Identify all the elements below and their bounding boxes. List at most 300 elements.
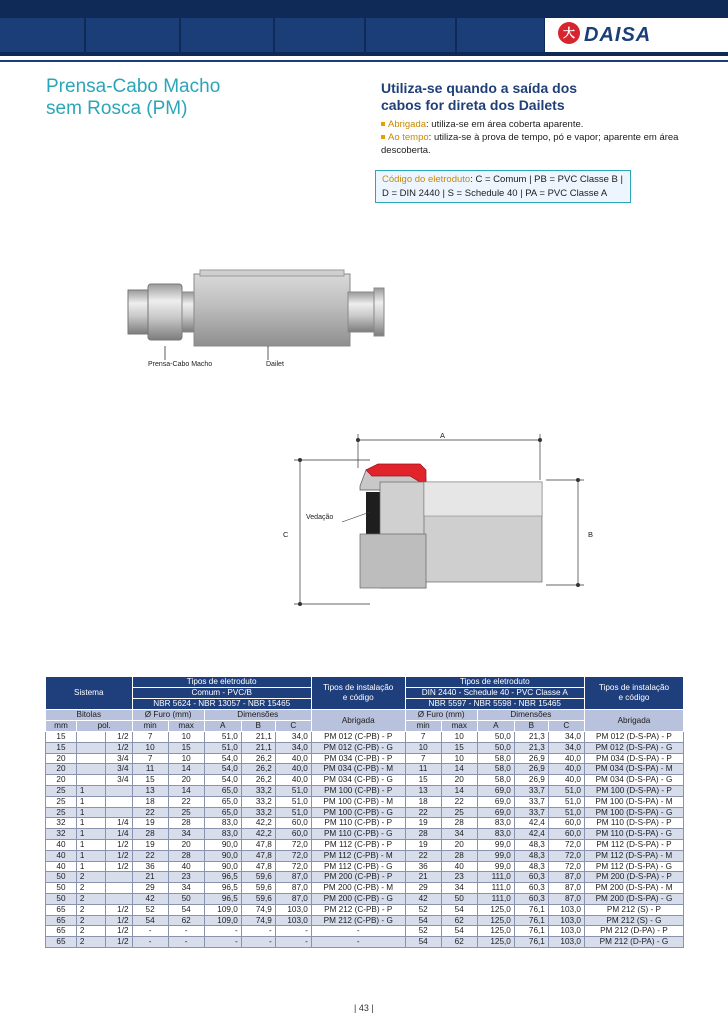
table-cell: PM 200 (D-S-PA) - M (584, 883, 683, 894)
page-title (46, 76, 346, 120)
table-row (46, 753, 684, 764)
table-cell: 15 (168, 742, 204, 753)
table-cell: 15 (46, 732, 77, 743)
table-cell: 13 (405, 785, 441, 796)
table-cell: 15 (441, 742, 477, 753)
bullet-item (381, 118, 681, 131)
table-cell: 96,5 (204, 872, 241, 883)
table-cell: PM 212 (D-PA) - G (584, 937, 683, 948)
table-cell: 14 (168, 764, 204, 775)
table-cell: 28 (441, 818, 477, 829)
table-cell: 34,0 (548, 732, 584, 743)
table-cell: - (311, 937, 405, 948)
photo-label-gland: Prensa-Cabo Macho (148, 361, 213, 368)
daisa-logo-icon: 大 (558, 22, 580, 44)
table-cell: 1 (76, 829, 105, 840)
table-cell: - (241, 926, 275, 937)
table-cell: - (204, 926, 241, 937)
table-cell: 90,0 (204, 861, 241, 872)
table-cell: 50 (46, 893, 77, 904)
table-cell: 34 (168, 829, 204, 840)
table-cell: 69,0 (477, 807, 514, 818)
table-cell: 111,0 (477, 893, 514, 904)
table-cell: 87,0 (548, 872, 584, 883)
table-cell: 2 (76, 872, 105, 883)
table-cell: 59,6 (241, 872, 275, 883)
table-cell: PM 112 (D-S-PA) - P (584, 839, 683, 850)
table-cell: 40 (46, 839, 77, 850)
table-cell: 19 (405, 839, 441, 850)
table-cell: - (204, 937, 241, 948)
table-cell (105, 893, 132, 904)
table-cell: 60,0 (548, 829, 584, 840)
table-cell: 28 (168, 818, 204, 829)
table-cell: PM 100 (D-S-PA) - G (584, 807, 683, 818)
table-cell: PM 212 (C-PB) - P (311, 904, 405, 915)
table-cell: 72,0 (275, 839, 311, 850)
dim-point (298, 458, 302, 462)
table-cell: PM 112 (D-S-PA) - G (584, 861, 683, 872)
table-cell: 109,0 (204, 904, 241, 915)
table-cell: 1 (76, 861, 105, 872)
table-cell: 19 (132, 818, 168, 829)
table-cell: 99,0 (477, 839, 514, 850)
table-cell: 40 (46, 850, 77, 861)
table-cell: PM 012 (D-S-PA) - P (584, 732, 683, 743)
table-row (46, 937, 684, 948)
table-cell: 42,2 (241, 829, 275, 840)
header-furo: Ø Furo (mm) (132, 710, 204, 721)
table-cell: 22 (441, 796, 477, 807)
table-cell: PM 034 (D-S-PA) - P (584, 753, 683, 764)
table-cell: 54,0 (204, 753, 241, 764)
table-cell: 20 (46, 753, 77, 764)
table-cell: 26,9 (514, 753, 548, 764)
table-cell: 72,0 (275, 861, 311, 872)
table-cell (76, 753, 105, 764)
table-cell: 21,1 (241, 732, 275, 743)
page-title-line: sem Rosca (PM) (46, 98, 188, 119)
table-cell: 51,0 (275, 796, 311, 807)
table-cell: 50 (46, 872, 77, 883)
table-cell: 36 (132, 861, 168, 872)
table-cell: 60,0 (275, 829, 311, 840)
header-min: min (132, 721, 168, 732)
table-cell: 40,0 (548, 764, 584, 775)
table-cell: 96,5 (204, 883, 241, 894)
table-cell (105, 785, 132, 796)
table-cell: 1/2 (105, 904, 132, 915)
table-cell: 1/2 (105, 742, 132, 753)
table-cell: 22 (168, 796, 204, 807)
table-cell: 40,0 (275, 753, 311, 764)
table-cell: PM 034 (D-S-PA) - G (584, 775, 683, 786)
table-cell: 3/4 (105, 775, 132, 786)
table-cell: 1/2 (105, 732, 132, 743)
table-cell: 26,2 (241, 764, 275, 775)
table-cell: 52 (132, 904, 168, 915)
header-instalacao-line: e código (342, 693, 374, 702)
table-cell: 2 (76, 893, 105, 904)
table-cell: 50 (441, 893, 477, 904)
table-cell: PM 034 (D-S-PA) - M (584, 764, 683, 775)
table-cell: 103,0 (548, 937, 584, 948)
table-row (46, 850, 684, 861)
brand-logo: DAISA (584, 24, 652, 46)
dailet-cover (200, 270, 344, 276)
table-cell: 54 (405, 915, 441, 926)
table-cell (105, 796, 132, 807)
table-cell: 54 (132, 915, 168, 926)
table-cell: 10 (405, 742, 441, 753)
table-cell: PM 212 (S) - G (584, 915, 683, 926)
table-cell: 32 (46, 818, 77, 829)
header-instalacao-line: Tipos de instalação (323, 683, 394, 692)
table-cell (105, 872, 132, 883)
table-cell: 13 (132, 785, 168, 796)
table-cell: 54,0 (204, 775, 241, 786)
table-cell: 19 (132, 839, 168, 850)
table-row (46, 764, 684, 775)
table-cell: 51,0 (204, 742, 241, 753)
table-cell: 20 (441, 775, 477, 786)
header-max: max (168, 721, 204, 732)
table-cell: PM 212 (C-PB) - G (311, 915, 405, 926)
header-pol: pol. (76, 721, 132, 732)
table-cell: 40,0 (275, 764, 311, 775)
table-cell: 36 (405, 861, 441, 872)
table-cell: PM 110 (C-PB) - G (311, 829, 405, 840)
header-tipos1-sub: Comum - PVC/B (132, 688, 311, 699)
gland-thread (360, 534, 426, 588)
table-cell: 65,0 (204, 785, 241, 796)
table-cell: 26,2 (241, 775, 275, 786)
table-cell: 83,0 (477, 818, 514, 829)
header-abrigada-2: Abrigada (584, 710, 683, 732)
header-cell (86, 18, 180, 52)
table-cell: PM 200 (D-S-PA) - P (584, 872, 683, 883)
seal-leader (342, 512, 370, 522)
table-cell: 29 (405, 883, 441, 894)
seal-label: Vedação (306, 514, 334, 521)
table-cell: 40,0 (275, 775, 311, 786)
table-cell: 47,8 (241, 861, 275, 872)
table-cell: 103,0 (548, 915, 584, 926)
table-row (46, 829, 684, 840)
bullet-label: Abrigada (388, 119, 427, 130)
dim-point (576, 583, 580, 587)
table-cell: PM 012 (C-PB) - G (311, 742, 405, 753)
table-cell: 33,2 (241, 807, 275, 818)
table-cell: 60,3 (514, 893, 548, 904)
table-cell: PM 212 (D-PA) - P (584, 926, 683, 937)
table-cell: 60,3 (514, 872, 548, 883)
table-cell: 40 (46, 861, 77, 872)
table-cell: 76,1 (514, 926, 548, 937)
table-cell: 51,0 (275, 785, 311, 796)
table-cell: 90,0 (204, 839, 241, 850)
table-cell: 10 (168, 732, 204, 743)
table-cell: 72,0 (548, 850, 584, 861)
table-cell: 21,3 (514, 732, 548, 743)
gland-nut (128, 290, 150, 334)
table-cell: 33,7 (514, 807, 548, 818)
table-cell: 58,0 (477, 753, 514, 764)
header-tipos1-norm: NBR 5624 - NBR 13057 - NBR 15465 (132, 699, 311, 710)
table-cell: 14 (441, 785, 477, 796)
table-cell: 25 (46, 807, 77, 818)
table-cell: PM 034 (C-PB) - P (311, 753, 405, 764)
table-cell: 42,4 (514, 829, 548, 840)
table-cell: 51,0 (275, 807, 311, 818)
table-cell: 19 (405, 818, 441, 829)
code-line: D = DIN 2440 | S = Schedule 40 | PA = PVC Classe A (382, 188, 608, 199)
table-cell: 48,3 (514, 839, 548, 850)
table-cell: 42,4 (514, 818, 548, 829)
table-cell: 54 (168, 904, 204, 915)
header-c-2: C (548, 721, 584, 732)
table-cell: 1 (76, 818, 105, 829)
table-cell: 62 (441, 915, 477, 926)
table-cell: PM 112 (C-PB) - M (311, 850, 405, 861)
table-cell: 125,0 (477, 926, 514, 937)
table-cell: 20 (46, 775, 77, 786)
table-cell: 2 (76, 926, 105, 937)
table-cell: 32 (46, 829, 77, 840)
table-cell: 125,0 (477, 915, 514, 926)
table-cell: 21,1 (241, 742, 275, 753)
table-row (46, 893, 684, 904)
table-cell: 99,0 (477, 850, 514, 861)
header-a-2: A (477, 721, 514, 732)
table-cell: 25 (46, 785, 77, 796)
table-cell: 87,0 (275, 893, 311, 904)
table-cell: 2 (76, 915, 105, 926)
specs-table-body (46, 732, 684, 948)
header-cell (275, 18, 365, 52)
dim-point (576, 478, 580, 482)
table-cell: 58,0 (477, 775, 514, 786)
table-cell: PM 110 (C-PB) - P (311, 818, 405, 829)
dailet-body (194, 274, 350, 346)
table-cell: 54 (441, 904, 477, 915)
table-cell: 1 (76, 839, 105, 850)
table-cell: 26,9 (514, 764, 548, 775)
code-label: Código do eletroduto (382, 174, 471, 185)
table-row (46, 883, 684, 894)
table-cell: 1/4 (105, 818, 132, 829)
table-cell: 10 (441, 732, 477, 743)
table-cell: 1/2 (105, 915, 132, 926)
table-cell: PM 200 (C-PB) - G (311, 893, 405, 904)
table-cell: 69,0 (477, 785, 514, 796)
table-cell: 62 (168, 915, 204, 926)
table-cell: 96,5 (204, 893, 241, 904)
table-cell: 2 (76, 904, 105, 915)
header-a: A (204, 721, 241, 732)
table-cell: 51,0 (548, 807, 584, 818)
table-cell: 14 (168, 785, 204, 796)
table-cell: 34,0 (275, 742, 311, 753)
table-cell: 10 (441, 753, 477, 764)
table-cell: 20 (46, 764, 77, 775)
table-cell: PM 100 (C-PB) - G (311, 807, 405, 818)
table-cell: 23 (168, 872, 204, 883)
table-cell: 125,0 (477, 904, 514, 915)
table-cell: 87,0 (275, 872, 311, 883)
table-cell: 28 (405, 829, 441, 840)
table-cell: PM 100 (D-S-PA) - M (584, 796, 683, 807)
table-cell: 125,0 (477, 937, 514, 948)
header-mm: mm (46, 721, 77, 732)
table-cell: 15 (46, 742, 77, 753)
table-cell: 74,9 (241, 915, 275, 926)
table-cell: 26,2 (241, 753, 275, 764)
table-cell: 33,2 (241, 785, 275, 796)
table-cell: - (311, 926, 405, 937)
table-cell: 1/2 (105, 839, 132, 850)
conduit-highlight (424, 482, 542, 516)
table-cell: 18 (405, 796, 441, 807)
table-row (46, 807, 684, 818)
table-cell: 11 (132, 764, 168, 775)
table-cell: 3/4 (105, 753, 132, 764)
page-title-line: Prensa-Cabo Macho (46, 76, 221, 97)
table-cell: 23 (441, 872, 477, 883)
table-cell: 51,0 (548, 796, 584, 807)
table-cell: 50 (46, 883, 77, 894)
table-cell: 40,0 (548, 753, 584, 764)
header-cell (457, 18, 545, 52)
dim-point (538, 438, 542, 442)
table-cell: 22 (132, 807, 168, 818)
table-cell: 34 (168, 883, 204, 894)
subtitle-line: cabos for direta dos Dailets (381, 97, 565, 113)
table-cell: 76,1 (514, 937, 548, 948)
table-cell: 72,0 (275, 850, 311, 861)
table-row (46, 926, 684, 937)
table-cell: 40,0 (548, 775, 584, 786)
bullet-text: : utiliza-se em área coberta aparente. (426, 119, 584, 130)
table-cell: 33,2 (241, 796, 275, 807)
page-subtitle (381, 80, 681, 114)
table-cell: 47,8 (241, 839, 275, 850)
header-instalacao (311, 677, 405, 710)
table-row (46, 796, 684, 807)
table-cell: 76,1 (514, 915, 548, 926)
table-cell: 103,0 (275, 915, 311, 926)
table-cell: 21 (405, 872, 441, 883)
table-cell: 33,7 (514, 796, 548, 807)
table-cell: 7 (132, 753, 168, 764)
header-b: B (241, 721, 275, 732)
bullet-square-icon (381, 135, 385, 139)
table-cell: - (168, 926, 204, 937)
table-cell: PM 110 (D-S-PA) - G (584, 829, 683, 840)
table-cell: 103,0 (275, 904, 311, 915)
header-instalacao-2 (584, 677, 683, 710)
table-cell: 1 (76, 785, 105, 796)
table-cell: 87,0 (548, 883, 584, 894)
table-cell: 20 (168, 775, 204, 786)
table-cell: 21 (132, 872, 168, 883)
table-cell: 10 (132, 742, 168, 753)
table-cell: 26,9 (514, 775, 548, 786)
dim-label-b: B (588, 530, 594, 539)
table-row (46, 861, 684, 872)
table-cell: PM 012 (C-PB) - P (311, 732, 405, 743)
seal-ring (366, 492, 380, 536)
table-cell: 11 (405, 764, 441, 775)
table-cell: 42 (405, 893, 441, 904)
table-cell: 34 (441, 883, 477, 894)
table-cell: 1 (76, 850, 105, 861)
table-cell: 87,0 (275, 883, 311, 894)
table-cell: PM 100 (C-PB) - P (311, 785, 405, 796)
header-abrigada: Abrigada (311, 710, 405, 732)
table-cell (76, 732, 105, 743)
table-cell: PM 034 (C-PB) - M (311, 764, 405, 775)
table-cell: 34,0 (548, 742, 584, 753)
table-cell: 51,0 (204, 732, 241, 743)
table-row (46, 775, 684, 786)
table-cell: 54 (441, 926, 477, 937)
header-dimensoes: Dimensões (204, 710, 311, 721)
header-instalacao-line: Tipos de instalação (598, 683, 670, 692)
table-cell: 2 (76, 937, 105, 948)
table-cell: 65 (46, 926, 77, 937)
table-row (46, 915, 684, 926)
table-cell: PM 112 (C-PB) - P (311, 839, 405, 850)
table-cell: 103,0 (548, 904, 584, 915)
table-cell: PM 100 (D-S-PA) - P (584, 785, 683, 796)
table-cell: 51,0 (548, 785, 584, 796)
table-cell: 83,0 (204, 829, 241, 840)
table-cell: 83,0 (477, 829, 514, 840)
header-tipos2-sub: DIN 2440 - Schedule 40 - PVC Classe A (405, 688, 584, 699)
conduit-code-box (375, 170, 631, 203)
table-cell: 22 (405, 807, 441, 818)
table-cell: 65 (46, 937, 77, 948)
table-cell (76, 764, 105, 775)
table-cell: PM 112 (D-S-PA) - M (584, 850, 683, 861)
table-cell: 65,0 (204, 796, 241, 807)
table-cell: 62 (441, 937, 477, 948)
table-cell: 15 (132, 775, 168, 786)
table-cell: 33,7 (514, 785, 548, 796)
table-cell: 28 (132, 829, 168, 840)
table-cell: 40 (168, 861, 204, 872)
table-row (46, 839, 684, 850)
table-cell: 52 (405, 904, 441, 915)
table-cell: 99,0 (477, 861, 514, 872)
table-cell: 50,0 (477, 732, 514, 743)
table-cell: 69,0 (477, 796, 514, 807)
header-cell (366, 18, 456, 52)
table-cell: 72,0 (548, 839, 584, 850)
table-cell: 25 (441, 807, 477, 818)
table-cell: 59,6 (241, 893, 275, 904)
header-cell (0, 18, 85, 52)
table-cell: 29 (132, 883, 168, 894)
table-row (46, 872, 684, 883)
table-cell: 48,3 (514, 861, 548, 872)
bullet-item (381, 131, 681, 157)
table-cell: PM 200 (C-PB) - M (311, 883, 405, 894)
table-cell: 34 (441, 829, 477, 840)
table-cell: 7 (405, 753, 441, 764)
header-instalacao-line: e código (618, 693, 650, 702)
